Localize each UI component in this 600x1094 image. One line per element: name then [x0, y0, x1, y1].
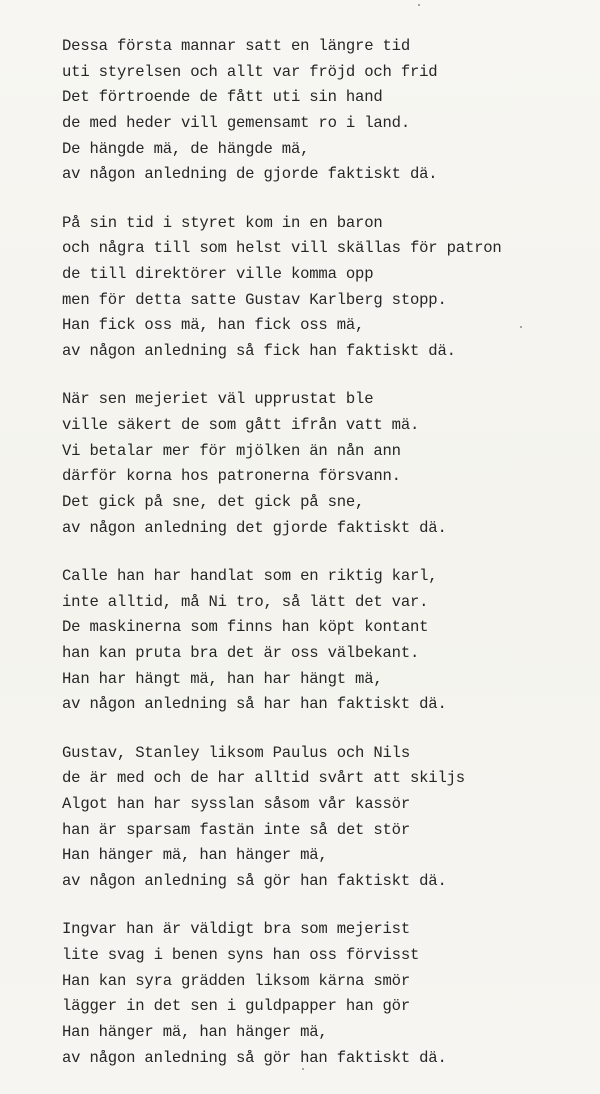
stanza-line: Han har hängt mä, han har hängt mä, [62, 669, 383, 688]
stanza-line: De maskinerna som finns han köpt kontant [62, 618, 429, 637]
stanza-line: lägger in det sen i guldpapper han gör [62, 997, 410, 1016]
stanza-line: Gustav, Stanley liksom Paulus och Nils [62, 743, 410, 762]
stanza-6 [62, 917, 592, 1071]
stanza-line: av någon anledning så gör han faktiskt dä. [62, 871, 447, 890]
stanza-4 [62, 564, 592, 718]
stanza-3 [62, 387, 592, 541]
paper-speck [520, 326, 522, 328]
stanza-line: Han kan syra grädden liksom kärna smör [62, 971, 410, 990]
stanza-line: men för detta satte Gustav Karlberg stopp. [62, 290, 447, 309]
stanza-line: han kan pruta bra det är oss välbekant. [62, 643, 420, 662]
paper-speck [418, 4, 420, 6]
stanza-line: Det förtroende de fått uti sin hand [62, 88, 383, 107]
stanza-line: inte alltid, må Ni tro, så lätt det var. [62, 592, 429, 611]
stanza-line: Vi betalar mer för mjölken än nån ann [62, 441, 401, 460]
stanza-1 [62, 34, 592, 188]
stanza-line: han är sparsam fastän inte så det stör [62, 820, 410, 839]
stanza-2 [62, 211, 592, 365]
stanza-5 [62, 741, 592, 895]
stanza-line: av någon anledning de gjorde faktiskt dä. [62, 165, 438, 184]
stanza-line: Calle han har handlat som en riktig karl, [62, 566, 438, 585]
stanza-line: av någon anledning så har han faktiskt dä. [62, 695, 447, 714]
stanza-line: På sin tid i styret kom in en baron [62, 213, 383, 232]
stanza-line: därför korna hos patronerna försvann. [62, 467, 401, 486]
stanza-line: När sen mejeriet väl upprustat ble [62, 390, 374, 409]
stanza-line: de är med och de har alltid svårt att skiljs [62, 769, 465, 788]
stanza-line: uti styrelsen och allt var fröjd och frid [62, 62, 438, 81]
stanza-line: Ingvar han är väldigt bra som mejerist [62, 920, 410, 939]
stanza-line: Han fick oss mä, han fick oss mä, [62, 316, 365, 335]
paper-speck [302, 1068, 304, 1070]
stanza-line: de till direktörer ville komma opp [62, 265, 374, 283]
stanza-line: lite svag i benen syns han oss förvisst [62, 945, 420, 964]
stanza-line: av någon anledning så gör han faktiskt dä. [62, 1048, 447, 1067]
stanza-line: Dessa första mannar satt en längre tid [62, 37, 410, 55]
stanza-line: Det gick på sne, det gick på sne, [62, 493, 365, 511]
stanza-line: de med heder vill gemensamt ro i land. [62, 114, 410, 133]
stanza-line: av någon anledning så fick han faktiskt dä. [62, 342, 456, 361]
stanza-line: av någon anledning det gjorde faktiskt dä. [62, 518, 447, 537]
stanza-line: De hängde mä, de hängde mä, [62, 139, 310, 158]
stanza-line: och några till som helst vill skällas för patron [62, 239, 502, 258]
stanza-line: Han hänger mä, han hänger mä, [62, 1022, 328, 1041]
stanza-line: Han hänger mä, han hänger mä, [62, 846, 328, 865]
stanza-line: ville säkert de som gått ifrån vatt mä. [62, 415, 420, 434]
poem-text [62, 34, 592, 1094]
stanza-line: Algot han har sysslan såsom vår kassör [62, 794, 410, 813]
